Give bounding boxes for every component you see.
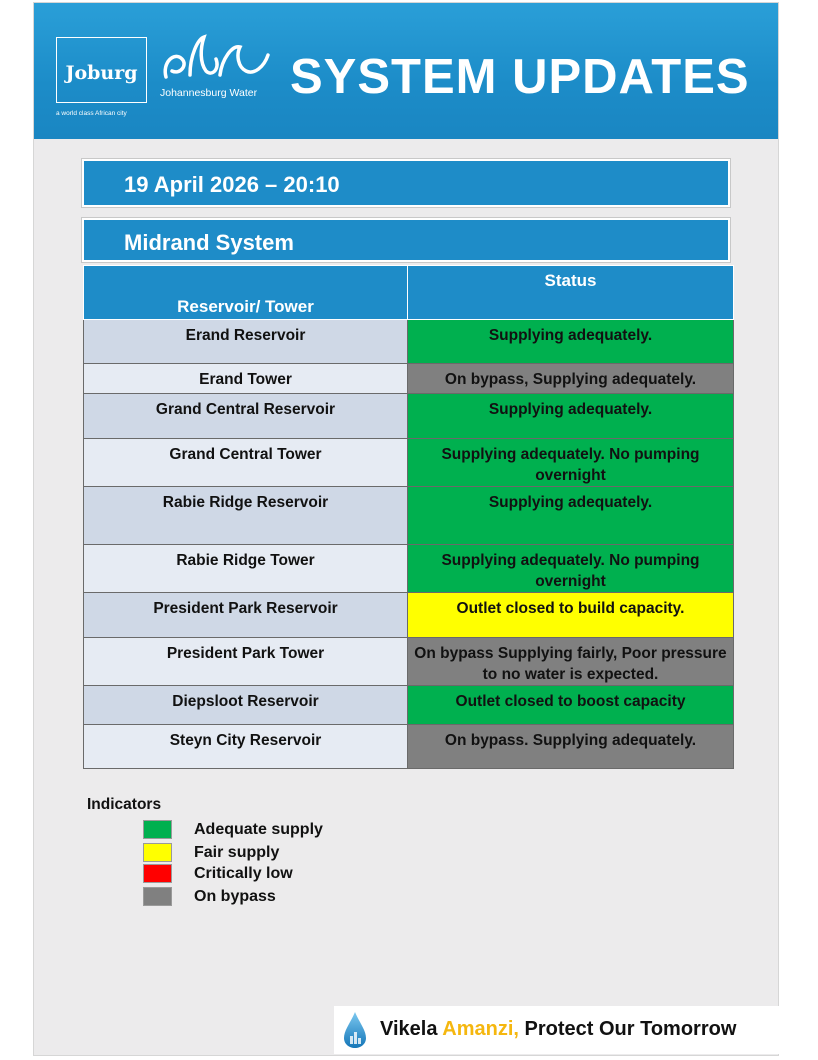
system-updates-notice xyxy=(33,2,779,1056)
table-row xyxy=(84,686,734,725)
reservoir-name-cell: Rabie Ridge Reservoir xyxy=(84,487,408,545)
legend-swatch-green xyxy=(143,820,172,839)
legend-swatch-yellow xyxy=(143,843,172,862)
legend-swatch-grey xyxy=(143,887,172,906)
reservoir-name-cell: President Park Reservoir xyxy=(84,593,408,638)
table-row xyxy=(84,439,734,487)
joburg-logo-text: Joburg xyxy=(65,62,138,84)
footer-slogan-part1: Vikela xyxy=(380,1018,443,1040)
reservoir-name-cell: President Park Tower xyxy=(84,638,408,686)
legend-label: Fair supply xyxy=(194,844,280,861)
johannesburg-water-name: Johannesburg Water xyxy=(160,87,258,99)
status-cell: Outlet closed to boost capacity xyxy=(408,686,734,725)
water-drop-icon xyxy=(342,1010,368,1050)
reservoir-name-cell: Erand Tower xyxy=(84,364,408,394)
system-name-bar: Midrand System xyxy=(82,218,730,262)
footer-slogan-part3: Protect Our Tomorrow xyxy=(518,1018,737,1040)
date-bar: 19 April 2026 – 20:10 xyxy=(82,159,730,207)
table-row xyxy=(84,364,734,394)
status-cell: Supplying adequately. xyxy=(408,487,734,545)
table-row xyxy=(84,487,734,545)
header-banner xyxy=(34,3,778,139)
joburg-logo xyxy=(56,37,147,103)
table-row xyxy=(84,394,734,439)
reservoir-name-cell: Steyn City Reservoir xyxy=(84,725,408,769)
table-row xyxy=(84,725,734,769)
legend-title: Indicators xyxy=(87,796,162,813)
johannesburg-water-logo-icon xyxy=(160,33,276,83)
footer-slogan-accent: Amanzi, xyxy=(442,1018,519,1040)
status-cell: Supplying adequately. xyxy=(408,320,734,364)
table-row xyxy=(84,638,734,686)
status-cell: On bypass. Supplying adequately. xyxy=(408,725,734,769)
status-cell: On bypass, Supplying adequately. xyxy=(408,364,734,394)
reservoir-name-cell: Diepsloot Reservoir xyxy=(84,686,408,725)
reservoir-name-cell: Grand Central Reservoir xyxy=(84,394,408,439)
status-cell: Supplying adequately. No pumping overnight xyxy=(408,545,734,593)
table-row xyxy=(84,593,734,638)
status-cell: Supplying adequately. xyxy=(408,394,734,439)
legend-label: Critically low xyxy=(194,865,293,882)
page-title: SYSTEM UPDATES xyxy=(290,50,750,104)
status-cell: Outlet closed to build capacity. xyxy=(408,593,734,638)
footer-slogan-text xyxy=(380,1018,736,1041)
legend-label: On bypass xyxy=(194,888,276,905)
table-header-row xyxy=(84,266,734,320)
status-cell: On bypass Supplying fairly, Poor pressure to no water is expected. xyxy=(408,638,734,686)
footer-slogan xyxy=(334,1006,780,1054)
status-table xyxy=(83,265,734,769)
reservoir-name-cell: Erand Reservoir xyxy=(84,320,408,364)
reservoir-name-cell: Rabie Ridge Tower xyxy=(84,545,408,593)
header-cell-status: Status xyxy=(408,266,734,320)
legend-label: Adequate supply xyxy=(194,821,323,838)
status-cell: Supplying adequately. No pumping overnight xyxy=(408,439,734,487)
reservoir-name-cell: Grand Central Tower xyxy=(84,439,408,487)
table-row xyxy=(84,320,734,364)
legend-swatch-red xyxy=(143,864,172,883)
joburg-tagline: a world class African city xyxy=(56,110,127,117)
header-cell-name: Reservoir/ Tower xyxy=(84,266,408,320)
table-row xyxy=(84,545,734,593)
